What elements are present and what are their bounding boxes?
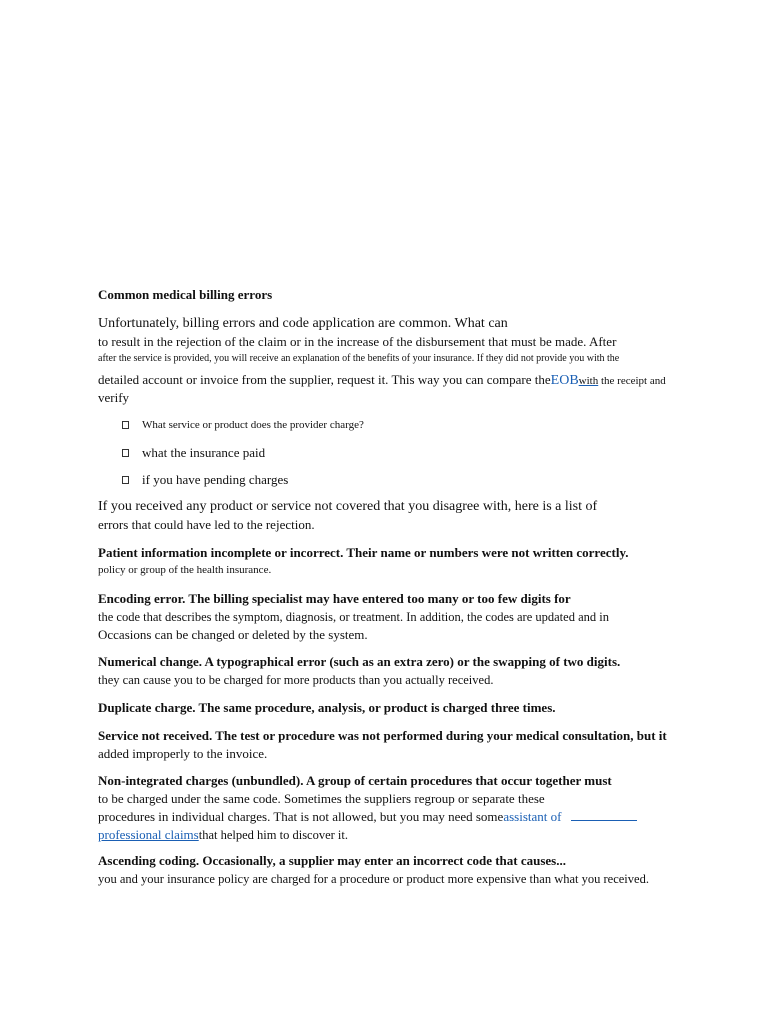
error-encoding — [98, 590, 698, 644]
intro-line-2: to result in the rejection of the claim or in the increase of the disbursement that must be made. After — [98, 334, 617, 349]
error-unbundled-line-4 — [98, 826, 698, 844]
error-encoding-line-2: the code that describes the symptom, diagnosis, or treatment. In addition, the codes are updated and in — [98, 610, 609, 624]
error-not-received-line-2: added improperly to the invoice. — [98, 746, 268, 761]
professional-claims-link[interactable]: professional claims — [98, 827, 199, 842]
with-underlined: with — [578, 375, 599, 387]
list-item-text: if you have pending charges — [142, 472, 289, 487]
list-item-text: What service or product does the provider charge? — [142, 419, 364, 431]
error-not-received-heading: Service not received. The test or procedure was not performed during your medical consultation, but it — [98, 728, 667, 743]
error-unbundled-line-3 — [98, 808, 698, 826]
error-unbundled-line-4-tail: that helped him to discover it. — [198, 828, 349, 842]
link-underline-gap — [571, 809, 637, 821]
error-duplicate-heading: Duplicate charge. The same procedure, analysis, or product is charged three times. — [98, 700, 556, 715]
error-encoding-line-3: Occasions can be changed or deleted by the system. — [98, 627, 368, 642]
intro-line-4-tail: the receipt and — [598, 375, 666, 387]
eob-link[interactable]: EOB — [550, 373, 579, 388]
error-unbundled-line-2: to be charged under the same code. Sometimes the suppliers regroup or separate these — [98, 791, 545, 806]
checkbox-icon — [122, 476, 129, 484]
list-item — [98, 470, 698, 490]
error-patient-heading: Patient information incomplete or incorrect. Their name or numbers were not written correctly. — [98, 545, 629, 560]
intro-line-1: Unfortunately, billing errors and code application are common. What can — [98, 316, 508, 331]
error-upcoding-line-2: you and your insurance policy are charged for a procedure or product more expensive than what you received. — [98, 872, 649, 886]
error-patient-info — [98, 544, 698, 578]
error-upcoding-heading: Ascending coding. Occasionally, a supplier may enter an incorrect code that causes... — [98, 853, 566, 868]
intro-line-4 — [98, 367, 698, 389]
error-not-received — [98, 727, 698, 763]
received-line-1: If you received any product or service not covered that you disagree with, here is a list of — [98, 499, 598, 514]
received-paragraph — [98, 498, 698, 534]
error-numerical — [98, 653, 698, 689]
error-numerical-line-2: they can cause you to be charged for more products than you actually received. — [98, 673, 494, 687]
error-unbundled-line-3-text: procedures in individual charges. That is not allowed, but you may need some — [98, 809, 504, 824]
checkbox-icon — [122, 449, 129, 457]
intro-line-4-text: detailed account or invoice from the supplier, request it. This way you can compare the — [98, 372, 551, 387]
list-item — [98, 443, 698, 463]
received-line-2: errors that could have led to the rejection. — [98, 517, 315, 532]
error-duplicate — [98, 699, 698, 717]
error-unbundled — [98, 772, 698, 844]
charges-checklist — [98, 415, 698, 490]
error-encoding-heading: Encoding error. The billing specialist may have entered too many or too few digits for — [98, 591, 571, 606]
error-unbundled-heading: Non-integrated charges (unbundled). A group of certain procedures that occur together must — [98, 773, 612, 788]
intro-line-3: after the service is provided, you will receive an explanation of the benefits of your insurance. If they did not provide you with the — [98, 353, 620, 364]
assistant-link[interactable]: assistant of — [503, 809, 562, 824]
checkbox-icon — [122, 421, 129, 429]
list-item — [98, 415, 698, 435]
page-heading: Common medical billing errors — [98, 287, 273, 302]
intro-line-5: verify — [98, 390, 130, 405]
document-page — [98, 286, 698, 888]
list-item-text: what the insurance paid — [142, 445, 266, 460]
error-numerical-heading: Numerical change. A typographical error (such as an extra zero) or the swapping of two digits. — [98, 654, 621, 669]
intro-paragraph — [98, 315, 698, 407]
error-patient-line-2: policy or group of the health insurance. — [98, 564, 272, 576]
error-upcoding — [98, 852, 698, 888]
